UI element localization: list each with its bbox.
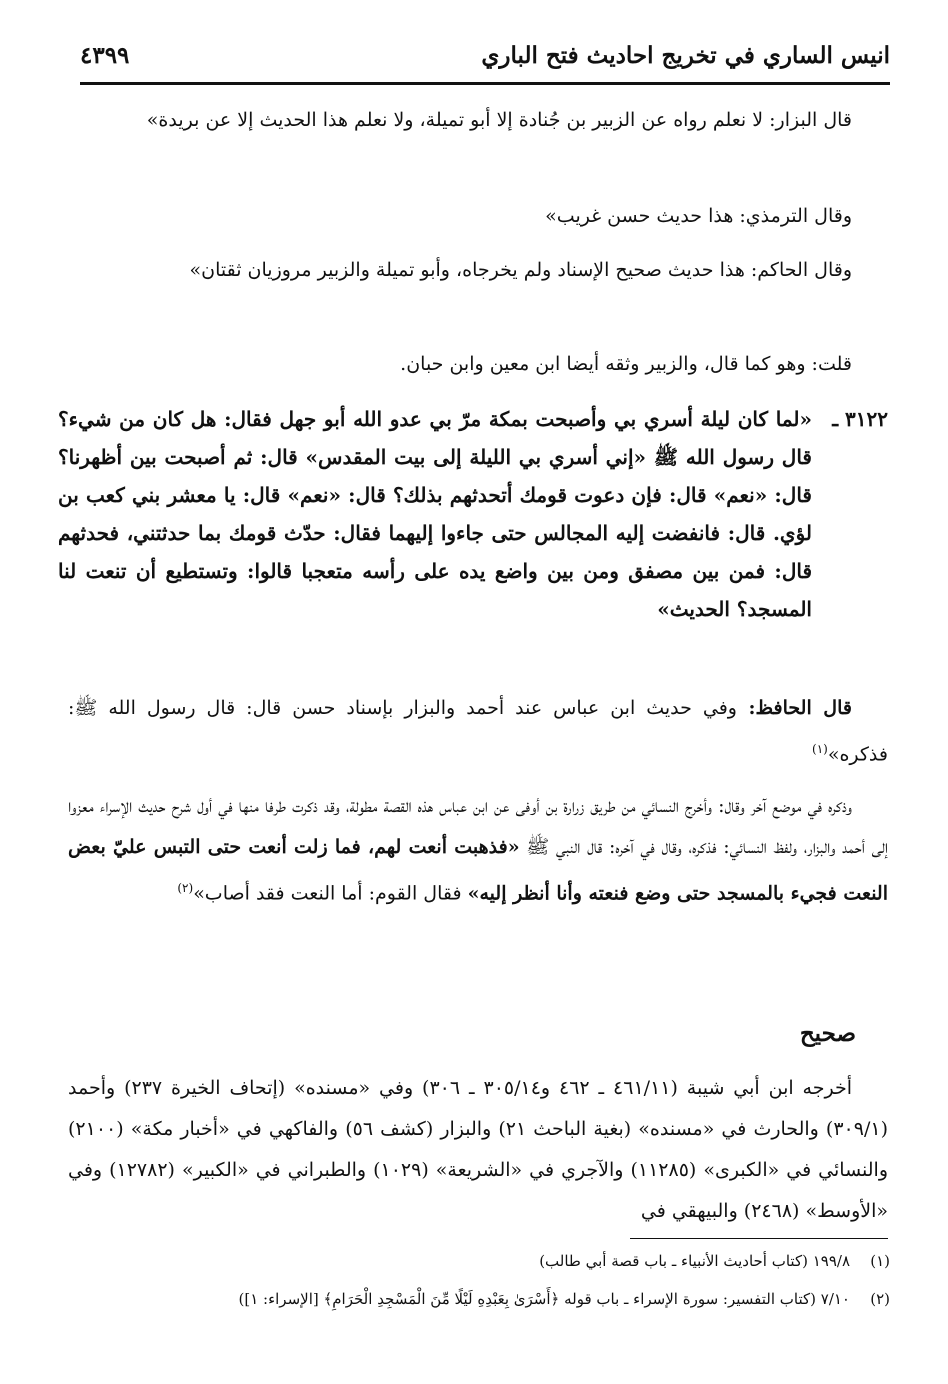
footnote-1 xyxy=(539,1252,890,1270)
mention-quote: «فذهبت أنعت لهم، فما زلت أنعت حتى التبس عليّ بعض النعت فجيء بالمسجد حتى وضع فنعته وأنا أنظر إليه» xyxy=(68,836,888,905)
paragraph-lead: قلت: xyxy=(805,353,852,375)
footnote-ref: (٢) xyxy=(177,881,194,895)
paragraph-text: وهو كما قال، والزبير وثقه أيضا ابن معين وابن حبان. xyxy=(400,353,806,375)
paragraph-text: هذا حديث حسن غريب» xyxy=(545,205,734,227)
author-note-paragraph xyxy=(68,344,888,385)
tirmidhi-paragraph xyxy=(68,196,888,237)
hafiz-text: وفي حديث ابن عباس عند أحمد والبزار بإسناد حسن قال: قال رسول الله ﷺ: فذكره» xyxy=(68,697,888,766)
section-title: صحيح xyxy=(799,1020,856,1047)
paragraph-lead: وقال الترمذي: xyxy=(733,205,852,227)
footnote-ref: (١) xyxy=(812,742,828,756)
takhrij-paragraph xyxy=(68,1068,888,1232)
footnote-number: (١) xyxy=(870,1252,890,1270)
paragraph-lead: قال البزار: xyxy=(763,109,852,131)
footnote-separator xyxy=(630,1238,888,1239)
book-title: انيس الساري في تخريج احاديث فتح الباري xyxy=(481,42,890,69)
hafiz-paragraph xyxy=(68,688,888,775)
hafiz-lead: قال الحافظ: xyxy=(736,697,852,719)
bazzar-paragraph xyxy=(68,100,888,141)
takhrij-text: أخرجه ابن أبي شيبة (٤٦١/١١ ـ ٤٦٢ و٣٠٥/١٤ ـ ٣٠٦) وفي «مسنده» (إتحاف الخيرة ٢٣٧) وأحمد (٣٠٩/١) والحارث في «مسنده» (بغية الباحث ٢١) والبزار (كشف ٥٦) والفاكهي في «أخبار مكة» (٢١٠٠) والنسائي في «الكبرى» (١١٢٨٥) والآجري في «الشريعة» (١٠٢٩) والطبراني في «الكبير» (١٢٧٨٢) وفي «الأوسط» (٢٤٦٨) والبيهقي في xyxy=(68,1077,888,1222)
mention-text: وذكره في موضع آخر وقال: وأخرج النسائي من طريق زرارة بن أوفى عن ابن عباس هذه القصة مطولة، وقد ذكرت طرفا منها في أول شرح حديث الإسراء معزوا إلى أحمد والبزار، ولفظ النسائي: فذكره، وقال في آخره: قال النبي ﷺ xyxy=(68,795,888,858)
hadith-text: «لما كان ليلة أسري بي وأصبحت بمكة مرّ بي عدو الله أبو جهل فقال: هل كان من شيء؟ قال رسول الله ﷺ «إني أسري بي الليلة إلى بيت المقدس» قال: ثم أصبحت بين أظهرنا؟ قال: «نعم» قال: فإن دعوت قومك أتحدثهم بذلك؟ قال: «نعم» قال: يا معشر بني كعب بن لؤي. قال: فانفضت إليه المجالس حتى جاءوا إليهما فقال: حدّث قومك بما حدثتني، فحدثهم قال: فمن بين مصفق ومن بين واضع يده على رأسه متعجبا قالوا: وتستطيع أن تنعت لنا المسجد؟ الحديث» xyxy=(58,407,812,621)
nasai-mention-paragraph xyxy=(68,786,888,914)
paragraph-text: هذا حديث صحيح الإسناد ولم يخرجاه، وأبو تميلة والزبير مروزيان ثقتان» xyxy=(189,259,745,281)
footnote-text: ٧/١٠ (كتاب التفسير: سورة الإسراء ـ باب قوله ﴿أَسْرَىٰ بِعَبْدِهِ لَيْلًا مِّنَ الْمَسْجِدِ الْحَرَامِ﴾ [الإسراء: ١]) xyxy=(238,1290,850,1308)
page-number: ٤٣٩٩ xyxy=(80,42,130,69)
hadith-number: ٣١٢٢ ـ xyxy=(832,407,888,431)
hakim-paragraph xyxy=(68,250,888,291)
mention-end: فقال القوم: أما النعت فقد أصاب» xyxy=(193,882,468,905)
paragraph-text: لا نعلم رواه عن الزبير بن جُنادة إلا أبو تميلة، ولا نعلم هذا الحديث إلا عن بريدة» xyxy=(146,109,764,131)
paragraph-lead: وقال الحاكم: xyxy=(744,259,852,281)
footnote-number: (٢) xyxy=(870,1290,890,1308)
running-header xyxy=(80,38,890,85)
footnote-text: ١٩٩/٨ (كتاب أحاديث الأنبياء ـ باب قصة أبي طالب) xyxy=(539,1252,850,1270)
footnote-2 xyxy=(238,1290,890,1308)
